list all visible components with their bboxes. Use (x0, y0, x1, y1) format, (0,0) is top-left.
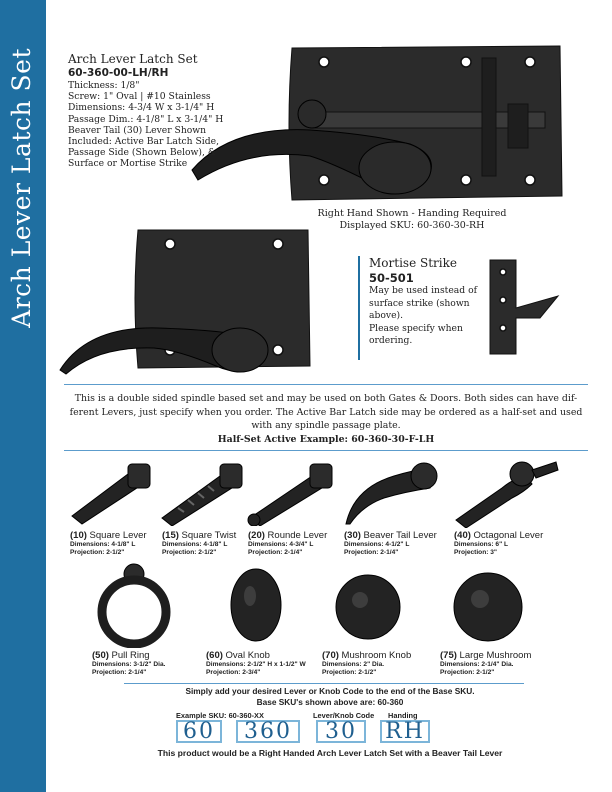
option-octagonal-lever (454, 530, 558, 557)
option-name: Large Mushroom (459, 650, 532, 661)
option-code: (50) (92, 650, 109, 661)
usage-note (64, 392, 588, 446)
product-title: Arch Lever Latch Set (68, 52, 198, 66)
option-code: (20) (248, 530, 265, 541)
option-rounde-lever (248, 530, 344, 557)
option-projection: Projection: 2-1/2" (162, 549, 217, 556)
option-projection: Projection: 2-1/2" (440, 669, 495, 676)
sku-part-handing: RH (380, 720, 430, 743)
sku-intro-line: Base SKU's shown above are: 60-360 (256, 696, 404, 707)
option-code: (30) (344, 530, 361, 541)
mortise-title: Mortise Strike (369, 256, 457, 270)
code-label: Lever/Knob Code (313, 711, 375, 720)
option-projection: Projection: 2-3/4" (206, 669, 261, 676)
option-name: Rounde Lever (267, 530, 328, 541)
sku-instructions (130, 686, 530, 707)
option-name: Octagonal Lever (473, 530, 544, 541)
sku-part-series: 360 (236, 720, 300, 743)
spec-line: Thickness: 1/8" (68, 80, 140, 91)
product-sku: 60-360-00-LH/RH (68, 67, 169, 79)
mortise-line: surface strike (shown (369, 297, 470, 309)
mushroom-knob-image (332, 572, 404, 642)
option-name: Pull Ring (111, 650, 150, 661)
section-divider (64, 384, 588, 385)
option-code: (10) (70, 530, 87, 541)
option-projection: Projection: 2-1/4" (92, 669, 147, 676)
option-beaver-tail-lever (344, 530, 450, 557)
option-code: (75) (440, 650, 457, 661)
oval-knob-image (228, 566, 284, 644)
option-dimensions: Dimensions: 2-1/2" H x 1-1/2" W (206, 661, 306, 668)
mortise-line: ordering. (369, 335, 413, 346)
option-dimensions: Dimensions: 4-1/2" L (344, 541, 410, 548)
half-set-example: Half-Set Active Example: 60-360-30-F-LH (217, 433, 435, 445)
sku-example-summary: This product would be a Right Handed Arch Lever Latch Set with a Beaver Tail Lever (157, 748, 503, 758)
option-square-twist (162, 530, 252, 557)
spec-line: Passage Dim.: 4-1/8" L x 3-1/4" H (68, 113, 224, 125)
option-dimensions: Dimensions: 4-1/8" L (162, 541, 228, 548)
option-projection: Projection: 2-1/2" (322, 669, 377, 676)
displayed-sku: Displayed SKU: 60-360-30-RH (339, 219, 485, 231)
mortise-sku: 50-501 (369, 271, 414, 285)
passage-side-image (58, 228, 314, 378)
image-caption (290, 208, 534, 231)
option-code: (70) (322, 650, 339, 661)
sidebar-title: Arch Lever Latch Set (7, 48, 36, 328)
option-dimensions: Dimensions: 4-1/8" L (70, 541, 136, 548)
spec-line: Included: Active Bar Latch Side, (68, 136, 219, 148)
option-code: (15) (162, 530, 179, 541)
option-projection: Projection: 3" (454, 549, 498, 556)
square-twist-image (158, 460, 244, 526)
beaver-tail-lever-image (344, 458, 440, 526)
option-dimensions: Dimensions: 2-1/4" Dia. (440, 661, 514, 668)
sidebar-band (0, 0, 46, 792)
spec-line: Beaver Tail (30) Lever Shown (68, 124, 207, 136)
sku-part-code: 30 (316, 720, 366, 743)
option-name: Oval Knob (225, 650, 270, 661)
option-code: (40) (454, 530, 471, 541)
rounde-lever-image (246, 460, 334, 526)
example-sku-label: Example SKU: 60-360-XX (176, 711, 264, 720)
option-large-mushroom (440, 650, 560, 677)
option-name: Beaver Tail Lever (363, 530, 437, 541)
mortise-line: Please specify when (369, 322, 463, 334)
handing-note: Right Hand Shown - Handing Required (317, 208, 507, 219)
handing-label: Handing (388, 711, 418, 720)
option-pull-ring (92, 650, 202, 677)
mortise-strike-info (358, 256, 478, 360)
product-specs (68, 52, 298, 170)
large-mushroom-image (450, 570, 526, 644)
spec-line: Surface or Mortise Strike (68, 158, 188, 170)
mortise-line: above). (369, 310, 404, 321)
option-name: Mushroom Knob (341, 650, 412, 661)
option-oval-knob (206, 650, 322, 677)
option-dimensions: Dimensions: 2" Dia. (322, 661, 385, 668)
sku-part-base: 60 (176, 720, 222, 743)
spec-line: Passage Side (Shown Below), & (68, 147, 217, 159)
option-projection: Projection: 2-1/4" (344, 549, 399, 556)
spec-line: Screw: 1" Oval | #10 Stainless (68, 91, 211, 103)
option-dimensions: Dimensions: 4-3/4" L (248, 541, 314, 548)
option-mushroom-knob (322, 650, 434, 677)
octagonal-lever-image (452, 458, 562, 528)
mortise-line: May be used instead of (369, 285, 478, 296)
option-dimensions: Dimensions: 3-1/2" Dia. (92, 661, 166, 668)
option-projection: Projection: 2-1/2" (70, 549, 125, 556)
pull-ring-image (88, 562, 180, 648)
section-divider (64, 450, 588, 451)
note-line: with any spindle passage plate. (251, 420, 401, 431)
option-name: Square Lever (89, 530, 147, 541)
option-name: Square Twist (181, 530, 237, 541)
spec-line: Dimensions: 4-3/4 W x 3-1/4" H (68, 102, 215, 114)
option-dimensions: Dimensions: 6" L (454, 541, 509, 548)
square-lever-image (68, 460, 152, 526)
note-line: This is a double sided spindle based set and may be used on both Gates & Doors. Both sides can have dif- (74, 393, 578, 404)
option-projection: Projection: 2-1/4" (248, 549, 303, 556)
option-code: (60) (206, 650, 223, 661)
note-line: ferent Levers, just specify when you order. The Active Bar Latch side may be ordered as a half-set and used (69, 406, 583, 418)
mortise-strike-image (486, 258, 566, 358)
sku-intro-line: Simply add your desired Lever or Knob Code to the end of the Base SKU. (185, 686, 475, 696)
section-divider (124, 683, 524, 684)
option-square-lever (70, 530, 160, 557)
